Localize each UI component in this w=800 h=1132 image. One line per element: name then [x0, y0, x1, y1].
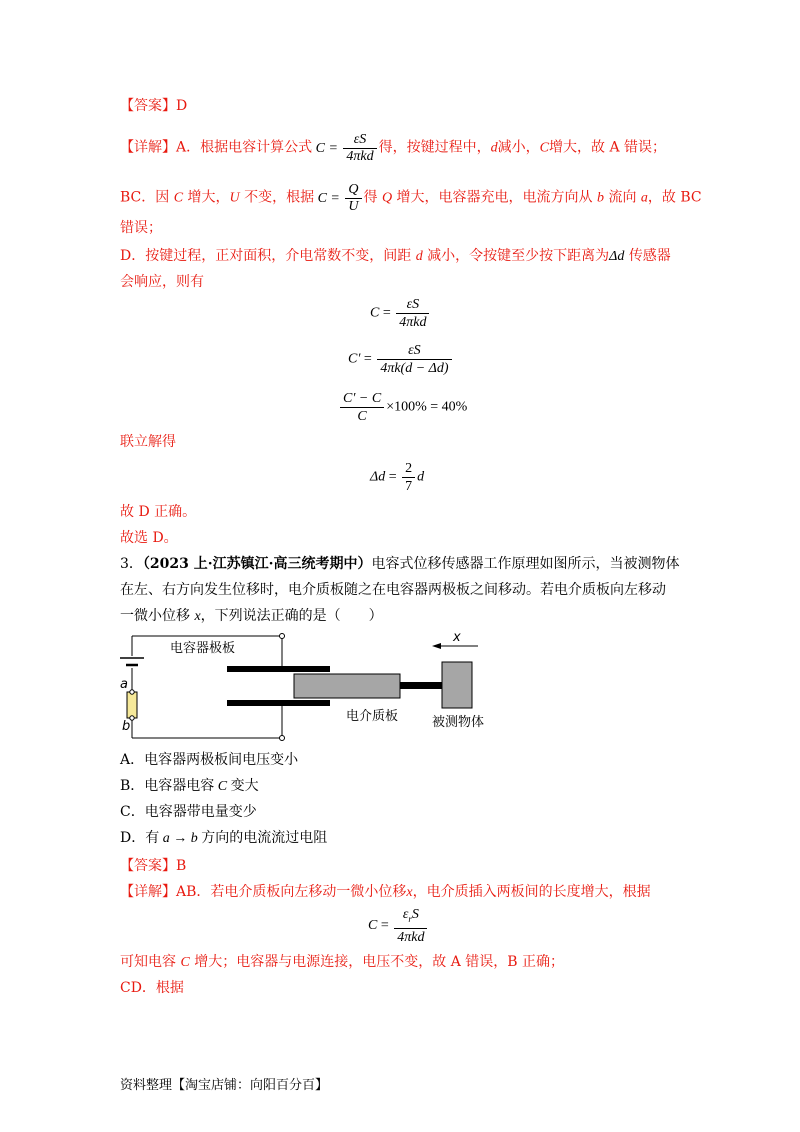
- option-text: 变大: [230, 778, 259, 794]
- detail-text: 减小，: [497, 139, 540, 156]
- detail-text: BC．因: [120, 189, 170, 206]
- question-number: 3．: [120, 556, 143, 572]
- capacitor-plate-bottom: [227, 700, 330, 706]
- q2-join: 联立解得: [120, 434, 176, 450]
- detail-text: D．按键过程，正对面积，介电常数不变，间距: [120, 248, 412, 264]
- detail-text: 得，按键过程中，: [378, 139, 491, 156]
- option-text: D．有: [120, 830, 160, 846]
- detail-text: ，故 BC: [647, 189, 702, 206]
- dielectric-slab: [294, 674, 400, 698]
- answer-tag: 【答案】: [120, 98, 176, 114]
- equation-c: C = $\frac{\varepsilon S}{\text{4πkd}}$: [370, 296, 431, 331]
- q3-detail-3: CD．根据: [120, 980, 184, 996]
- capacitor-plate-top: [227, 666, 330, 672]
- dielectric-label: 电介质板: [346, 709, 399, 724]
- q3-detail-2: 可知电容 C 增大；电容器与电源连接，电压不变，故 A 错误，B 正确；: [120, 954, 564, 970]
- option-text: B．电容器电容: [120, 778, 215, 794]
- answer-tag: 【答案】: [120, 858, 176, 874]
- q2-detail-a: 【详解】A．根据电容计算公式 C = $\frac{\varepsilon S}{\text{4πkd}}$ 得，按键过程中，d减小，C增大，故 A 错误；: [120, 132, 667, 164]
- question-text: 一微小位移: [120, 608, 190, 624]
- q2-conclusion-1: 故 D 正确。: [120, 504, 197, 520]
- detail-text: 增大，电容器充电，电流方向从: [396, 189, 593, 206]
- detail-text: 减小，令按键至少按下距离为: [427, 248, 610, 264]
- label-b: b: [122, 719, 131, 734]
- object-label: 被测物体: [432, 715, 485, 730]
- equation-c-er: C = $\frac{\varepsilon_rS}{\text{4πkd}}$: [368, 906, 429, 946]
- label-a: a: [120, 677, 128, 692]
- node-a: [130, 690, 134, 694]
- detail-text: 可知电容: [120, 954, 176, 970]
- detail-text: 增大；电容器与电源连接，电压不变，故 A 错误，B 正确；: [194, 954, 564, 970]
- question-text: 电容式位移传感器工作原理如图所示，当被测物体: [371, 556, 680, 572]
- option-c: C．电容器带电量变少: [120, 804, 257, 820]
- resistor-icon: [127, 692, 137, 718]
- detail-text: 流向: [608, 189, 637, 206]
- option-text: 方向的电流流过电阻: [201, 830, 328, 846]
- q3-stem-line-1: [120, 554, 680, 574]
- answer-value: D: [176, 98, 188, 114]
- detail-text: ，电介质插入两板间的长度增大，根据: [412, 884, 651, 900]
- page-footer: 资料整理【淘宝店铺：向阳百分百】: [120, 1078, 329, 1093]
- detail-text: 得: [363, 189, 378, 206]
- q3-stem-line-2: 在左、右方向发生位移时，电介质板随之在电容器两极板之间移动。若电介质板向左移动: [120, 582, 666, 598]
- terminal-bottom: [280, 736, 285, 741]
- answer-value: B: [176, 858, 187, 874]
- detail-text: 增大，: [187, 189, 230, 206]
- formula-c-q-u: C = $\frac{Q}{U}$: [314, 191, 363, 206]
- formula-capacitance: C = $\frac{\varepsilon S}{\text{4πkd}}$: [312, 141, 379, 156]
- q3-stem-line-3: 一微小位移 x，下列说法正确的是（ ）: [120, 608, 383, 624]
- capacitor-plate-label: 电容器极板: [170, 641, 236, 656]
- equation-c-prime: C′ = $\frac{\varepsilon S}{4\pi k(d - \Delta d)}$: [348, 342, 454, 377]
- q2-answer-line: [120, 96, 187, 116]
- node-b: [130, 716, 134, 720]
- detail-text: 传感器: [628, 248, 671, 264]
- question-source: （2023 上·江苏镇江·高三统考期中）: [142, 556, 372, 572]
- q2-detail-d-cont: 会响应，则有: [120, 274, 204, 290]
- q2-detail-d: D．按键过程，正对面积，介电常数不变，间距 d 减小，令按键至少按下距离为Δd 传感器: [120, 248, 671, 264]
- detail-text: AB．若电介质板向左移动一微小位移: [176, 884, 407, 900]
- question-text: ，下列说法正确的是（ ）: [200, 608, 383, 624]
- connecting-rod: [400, 682, 442, 689]
- option-d: D．有 a → b 方向的电流流过电阻: [120, 830, 328, 846]
- capacitor-sensor-diagram: [110, 628, 510, 748]
- detail-text: 增大，故 A 错误；: [549, 139, 667, 156]
- q3-detail-1: 【详解】AB．若电介质板向左移动一微小位移x，电介质插入两板间的长度增大，根据: [120, 884, 651, 900]
- terminal-top: [280, 634, 285, 639]
- measured-object: [442, 662, 472, 708]
- option-a: A．电容器两极板间电压变小: [120, 752, 299, 768]
- q2-detail-bc: BC．因 C 增大，U 不变，根据 C = $\frac{Q}{U}$ 得 Q 增大，电容器充电，电流方向从 b 流向 a，故 BC: [120, 182, 702, 214]
- option-b: B．电容器电容 C 变大: [120, 778, 259, 794]
- detail-tag: 【详解】: [120, 139, 176, 156]
- label-x: x: [453, 630, 461, 645]
- q3-answer-line: [120, 856, 186, 876]
- detail-text: 不变，根据: [244, 189, 315, 206]
- detail-tag: 【详解】: [120, 884, 176, 900]
- equation-delta-d: Δd = $\frac{2}{7}$ d: [370, 461, 425, 494]
- battery-icon: [120, 658, 144, 665]
- q2-conclusion-2: 故选 D。: [120, 530, 178, 546]
- detail-text: A．根据电容计算公式: [176, 139, 313, 156]
- equation-ratio: $\frac{C' - C}{C}$ ×100% = 40%: [338, 390, 467, 425]
- q2-detail-bc-cont: 错误；: [120, 220, 162, 236]
